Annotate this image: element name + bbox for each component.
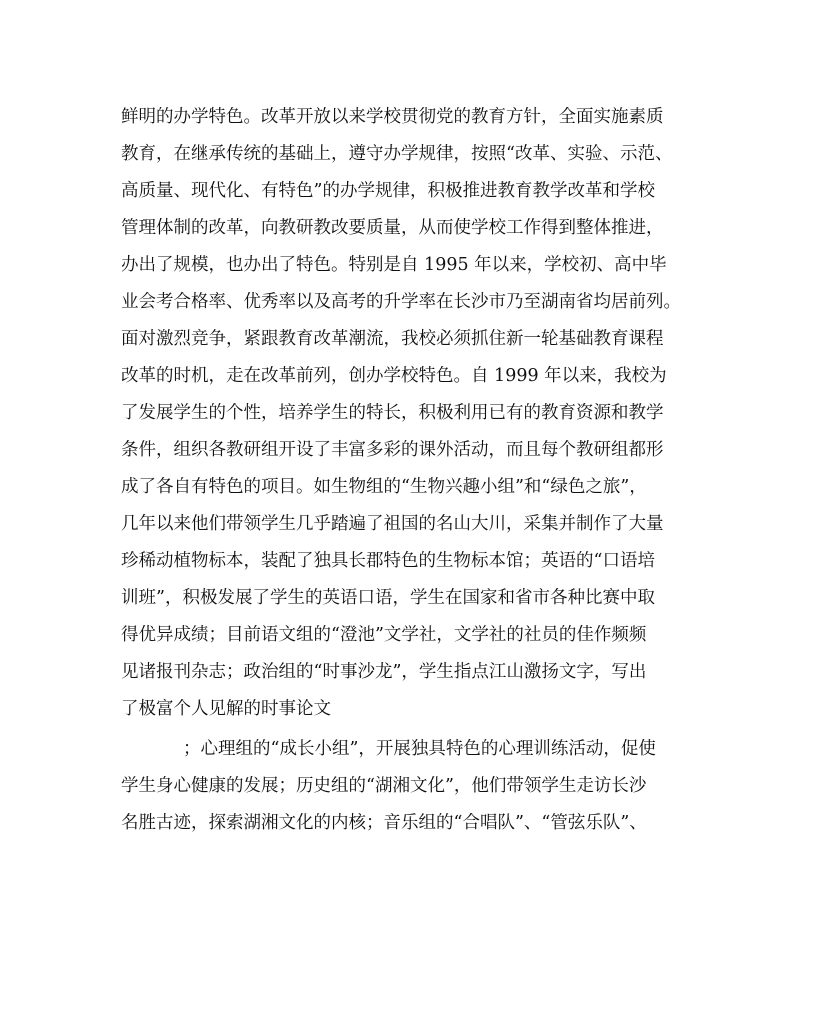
text-line: 了发展学生的个性，培养学生的特长，积极利用已有的教育资源和教学 [121, 403, 664, 423]
text-line: 名胜古迹，探索湖湘文化的内核；音乐组的“合唱队”、“管弦乐队”、 [121, 813, 647, 833]
text-line: 得优异成绩；目前语文组的“澄池”文学社，文学社的社员的佳作频频 [121, 625, 647, 645]
text-line: 高质量、现代化、有特色”的办学规律，积极推进教育教学改革和学校 [121, 181, 655, 201]
body-text [121, 99, 721, 842]
text-line: 面对激烈竞争，紧跟教育改革潮流，我校必须抓住新一轮基础教育课程 [121, 329, 664, 349]
text-line: 几年以来他们带领学生几乎踏遍了祖国的名山大川，采集并制作了大量 [121, 514, 664, 534]
text-line: 业会考合格率、优秀率以及高考的升学率在长沙市乃至湖南省均居前列。 [121, 292, 681, 312]
text-line: 管理体制的改革，向教研教改要质量，从而使学校工作得到整体推进， [121, 218, 664, 238]
text-line: 鲜明的办学特色。改革开放以来学校贯彻党的教育方针，全面实施素质 [121, 107, 664, 127]
text-line: 条件，组织各教研组开设了丰富多彩的课外活动，而且每个教研组都形 [121, 440, 664, 460]
text-line: 成了各自有特色的项目。如生物组的“生物兴趣小组”和“绿色之旅”， [121, 477, 647, 497]
text-line: 珍稀动植物标本，装配了独具长郡特色的生物标本馆；英语的“口语培 [121, 551, 655, 571]
text-line: 改革的时机，走在改革前列，创办学校特色。自 1999 年以来，我校为 [121, 366, 667, 386]
text-line: ；心理组的“成长小组”，开展独具特色的心理训练活动，促使 [183, 739, 656, 759]
text-line: 教育，在继承传统的基础上，遵守办学规律，按照“改革、实验、示范、 [121, 144, 673, 164]
text-line: 办出了规模，也办出了特色。特别是自 1995 年以来，学校初、高中毕 [121, 255, 667, 275]
text-line: 学生身心健康的发展；历史组的“湖湘文化”，他们带领学生走访长沙 [121, 776, 647, 796]
text-line: 了极富个人见解的时事论文 [121, 699, 331, 719]
text-line: 见诸报刊杂志；政治组的“时事沙龙”，学生指点江山激扬文字，写出 [121, 662, 647, 682]
text-line: 训班”，积极发展了学生的英语口语，学生在国家和省市各种比赛中取 [121, 588, 655, 608]
